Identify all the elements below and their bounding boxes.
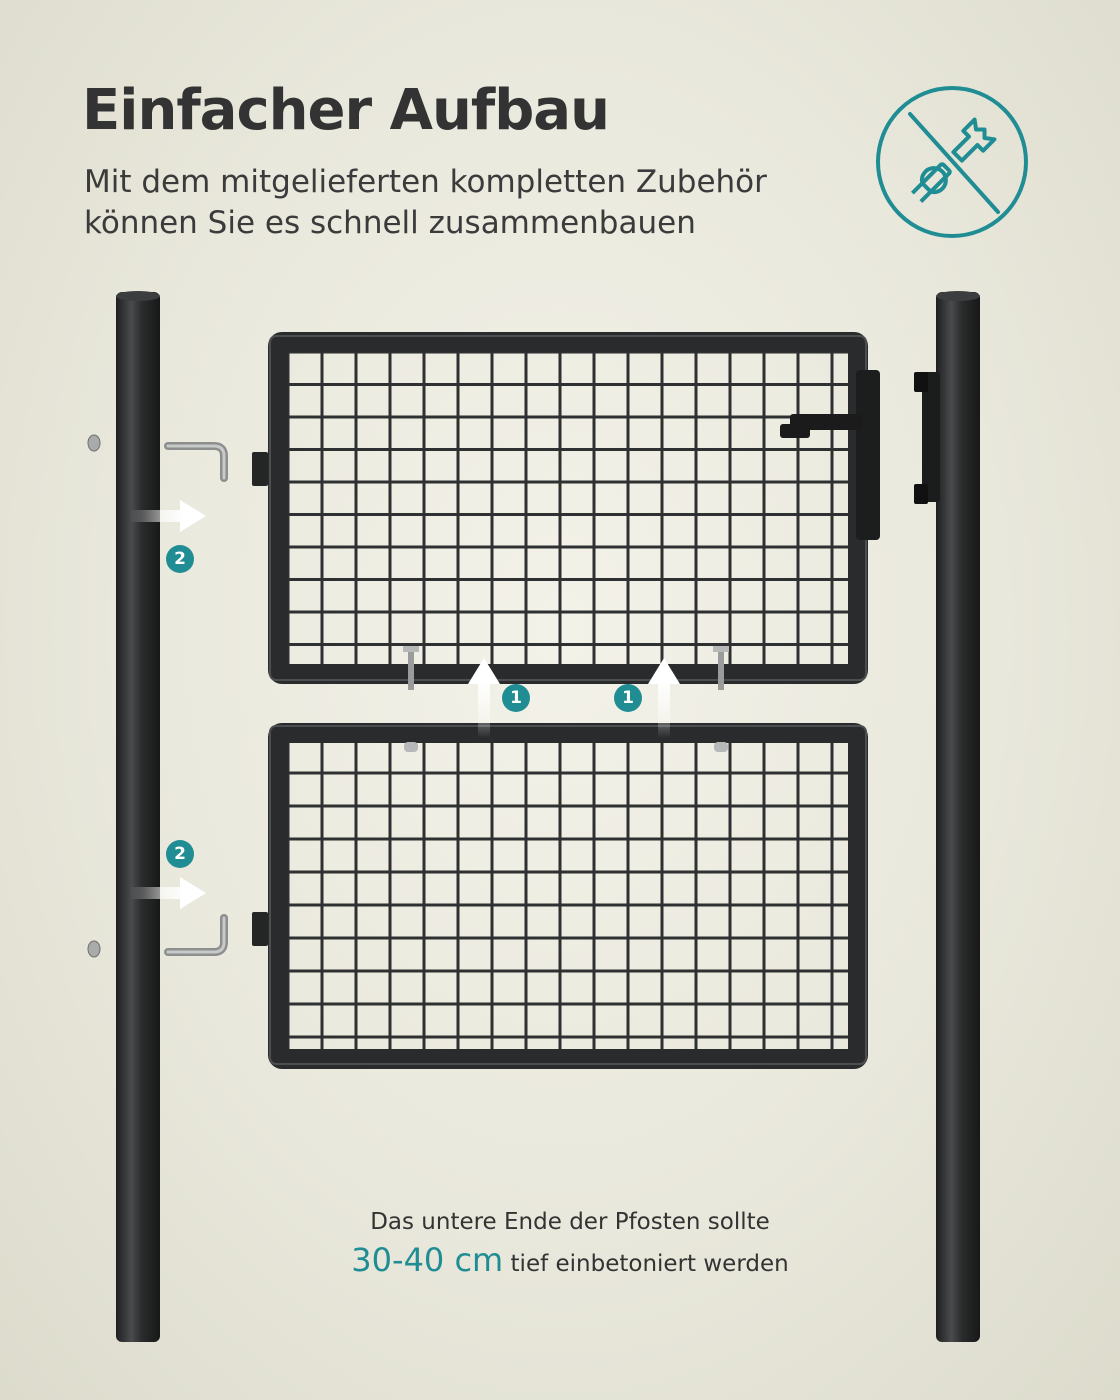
depth-value: 30-40 cm — [351, 1241, 504, 1279]
subtitle-line-2: können Sie es schnell zusammenbauen — [84, 205, 696, 241]
lower-gate-panel — [252, 726, 866, 1064]
step-badge-attach-right: 1 — [614, 684, 642, 712]
left-post — [116, 291, 160, 1342]
note-line-2 — [250, 1238, 890, 1286]
note-line-2-suffix: tief einbetoniert werden — [510, 1251, 789, 1277]
page-title: Einfacher Aufbau — [82, 78, 609, 143]
step-badge-attach-left: 1 — [502, 684, 530, 712]
step-badge-mount-upper: 2 — [166, 545, 194, 573]
right-post — [936, 291, 980, 1342]
upper-gate-panel — [252, 336, 880, 690]
step-badge-mount-lower: 2 — [166, 840, 194, 868]
note-line-1: Das untere Ende der Pfosten sollte — [370, 1209, 770, 1235]
latch-receiver — [914, 372, 940, 504]
subtitle-line-1: Mit dem mitgelieferten kompletten Zubehör — [84, 164, 767, 200]
installation-note — [250, 1206, 890, 1286]
